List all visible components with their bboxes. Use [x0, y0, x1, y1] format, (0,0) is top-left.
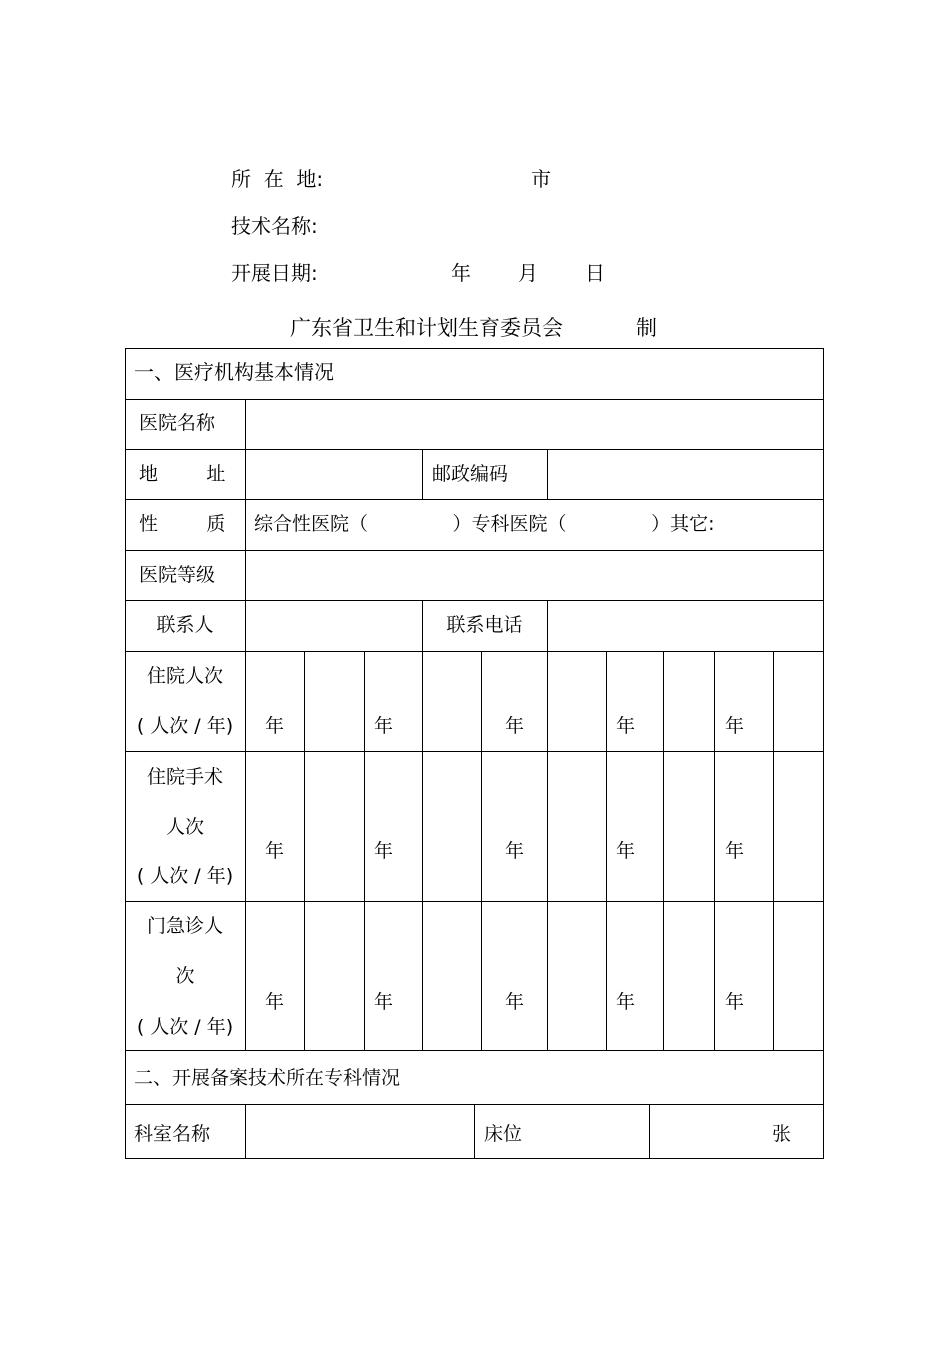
date-month-unit: 月 [518, 261, 538, 285]
department-label: 科室名称 [134, 1123, 211, 1145]
tech-name-label: 技术名称: [231, 214, 318, 238]
form-border-top [125, 348, 824, 349]
outpatient-label-unit: ( 人次 / 年) [136, 1016, 234, 1038]
stats-column-divider [547, 651, 548, 1050]
cell-divider [474, 1104, 475, 1158]
stats-column-divider [773, 651, 774, 1050]
address-label: 地 址 [139, 463, 226, 485]
department-field[interactable] [246, 1105, 474, 1158]
date-year-unit: 年 [451, 261, 471, 285]
year-unit: 年 [725, 715, 745, 737]
stats-column-divider [422, 651, 423, 1050]
date-day-unit: 日 [585, 261, 605, 285]
contact-label: 联系人 [156, 614, 214, 636]
outpatient-label: 门急诊人 [146, 915, 223, 937]
address-field[interactable] [246, 450, 422, 499]
beds-label: 床位 [484, 1123, 523, 1145]
year-unit: 年 [616, 840, 636, 862]
row-divider [125, 651, 824, 652]
stats-column-divider [364, 651, 365, 1050]
row-divider [125, 901, 824, 902]
registration-form [125, 348, 824, 1159]
year-unit: 年 [265, 840, 285, 862]
stats-column-divider [481, 651, 482, 1050]
year-unit: 年 [725, 991, 745, 1013]
contact-field[interactable] [246, 601, 422, 651]
postal-code-label: 邮政编码 [432, 463, 509, 485]
row-divider [125, 499, 824, 500]
postal-code-field[interactable] [548, 450, 823, 499]
stats-column-divider [606, 651, 607, 1050]
form-border-right [823, 348, 824, 1159]
location-label: 所 在 地: [231, 167, 324, 191]
year-unit: 年 [616, 715, 636, 737]
year-unit: 年 [505, 715, 525, 737]
outpatient-label-line2: 次 [175, 965, 195, 987]
hospital-name-label: 医院名称 [139, 412, 216, 434]
contact-phone-field[interactable] [548, 601, 823, 651]
year-unit: 年 [265, 991, 285, 1013]
cell-divider [649, 1104, 650, 1158]
stats-column-divider [663, 651, 664, 1050]
row-divider [125, 751, 824, 752]
section1-title: 一、医疗机构基本情况 [134, 360, 334, 384]
section2-title: 二、开展备案技术所在专科情况 [134, 1067, 401, 1089]
year-unit: 年 [265, 715, 285, 737]
form-border-bottom [125, 1158, 824, 1159]
hospital-level-label: 医院等级 [139, 564, 216, 586]
year-unit: 年 [505, 840, 525, 862]
year-unit: 年 [725, 840, 745, 862]
hospital-name-field[interactable] [246, 400, 823, 449]
contact-phone-label: 联系电话 [446, 614, 523, 636]
nature-label: 性 质 [139, 513, 226, 535]
beds-unit: 张 [772, 1123, 792, 1145]
inpatient-label-unit: ( 人次 / 年) [136, 715, 234, 737]
date-label: 开展日期: [231, 261, 318, 285]
year-unit: 年 [374, 991, 394, 1013]
location-unit: 市 [531, 167, 551, 191]
inpatient-label: 住院人次 [146, 665, 223, 687]
stats-column-divider [714, 651, 715, 1050]
year-unit: 年 [505, 991, 525, 1013]
row-divider [125, 1050, 824, 1051]
stats-column-divider [304, 651, 305, 1050]
year-unit: 年 [374, 715, 394, 737]
year-unit: 年 [374, 840, 394, 862]
surgery-label-unit: ( 人次 / 年) [136, 865, 234, 887]
issuer-suffix: 制 [636, 316, 657, 340]
surgery-label: 住院手术 [146, 766, 223, 788]
surgery-label-line2: 人次 [165, 816, 204, 838]
hospital-level-field[interactable] [246, 551, 823, 600]
year-unit: 年 [616, 991, 636, 1013]
nature-options: 综合性医院（ ）专科医院（ ）其它: [254, 513, 715, 535]
cell-divider [422, 449, 423, 499]
issuer-name: 广东省卫生和计划生育委员会 [290, 316, 563, 340]
